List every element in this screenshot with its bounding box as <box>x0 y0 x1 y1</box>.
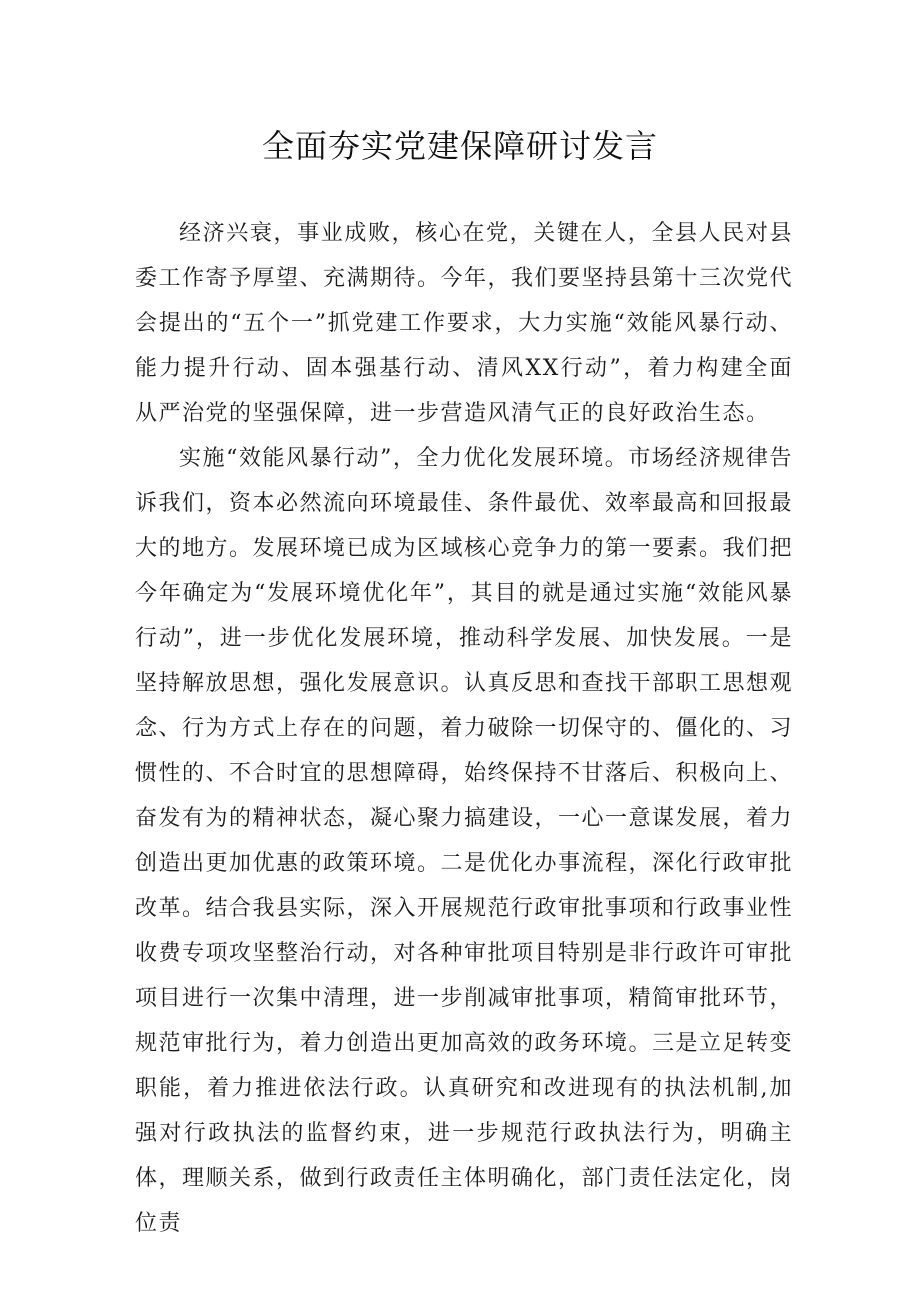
paragraph-intro: 经济兴衰，事业成败，核心在党，关键在人，全县人民对县委工作寄予厚望、充满期待。今年，我们要坚持县第十三次党代会提出的“五个一”抓党建工作要求，大力实施“效能风暴行动、能力提升行动、固本强基行动、清风XX行动”，着力构建全面从严治党的坚强保障，进一步营造风清气正的良好政治生态。 <box>135 221 794 426</box>
document-body <box>135 211 793 1246</box>
paragraph-efficiency-action: 实施“效能风暴行动”，全力优化发展环境。市场经济规律告诉我们，资本必然流向环境最佳、条件最优、效率最高和回报最大的地方。发展环境已成为区域核心竞争力的第一要素。我们把今年确定为“发展环境优化年”，其目的就是通过实施“效能风暴行动”，进一步优化发展环境，推动科学发展、加快发展。一是坚持解放思想，强化发展意识。认真反思和查找干部职工思想观念、行为方式上存在的问题，着力破除一切保守的、僵化的、习惯性的、不合时宜的思想障碍，始终保持不甘落后、积极向上、奋发有为的精神状态，凝心聚力搞建设，一心一意谋发展，着力创造出更加优惠的政策环境。二是优化办事流程，深化行政审批改革。结合我县实际，深入开展规范行政审批事项和行政事业性收费专项攻坚整治行动，对各种审批项目特别是非行政许可审批项目进行一次集中清理，进一步削减审批事项，精简审批环节，规范审批行为，着力创造出更加高效的政务环境。三是立足转变职能，着力推进依法行政。认真研究和改进现有的执法机制,加强对行政执法的监督约束，进一步规范行政执法行为，明确主体，理顺关系，做到行政责任主体明确化，部门责任法定化，岗位责 <box>135 446 794 1236</box>
document-title: 全面夯实党建保障研讨发言 <box>261 127 658 165</box>
